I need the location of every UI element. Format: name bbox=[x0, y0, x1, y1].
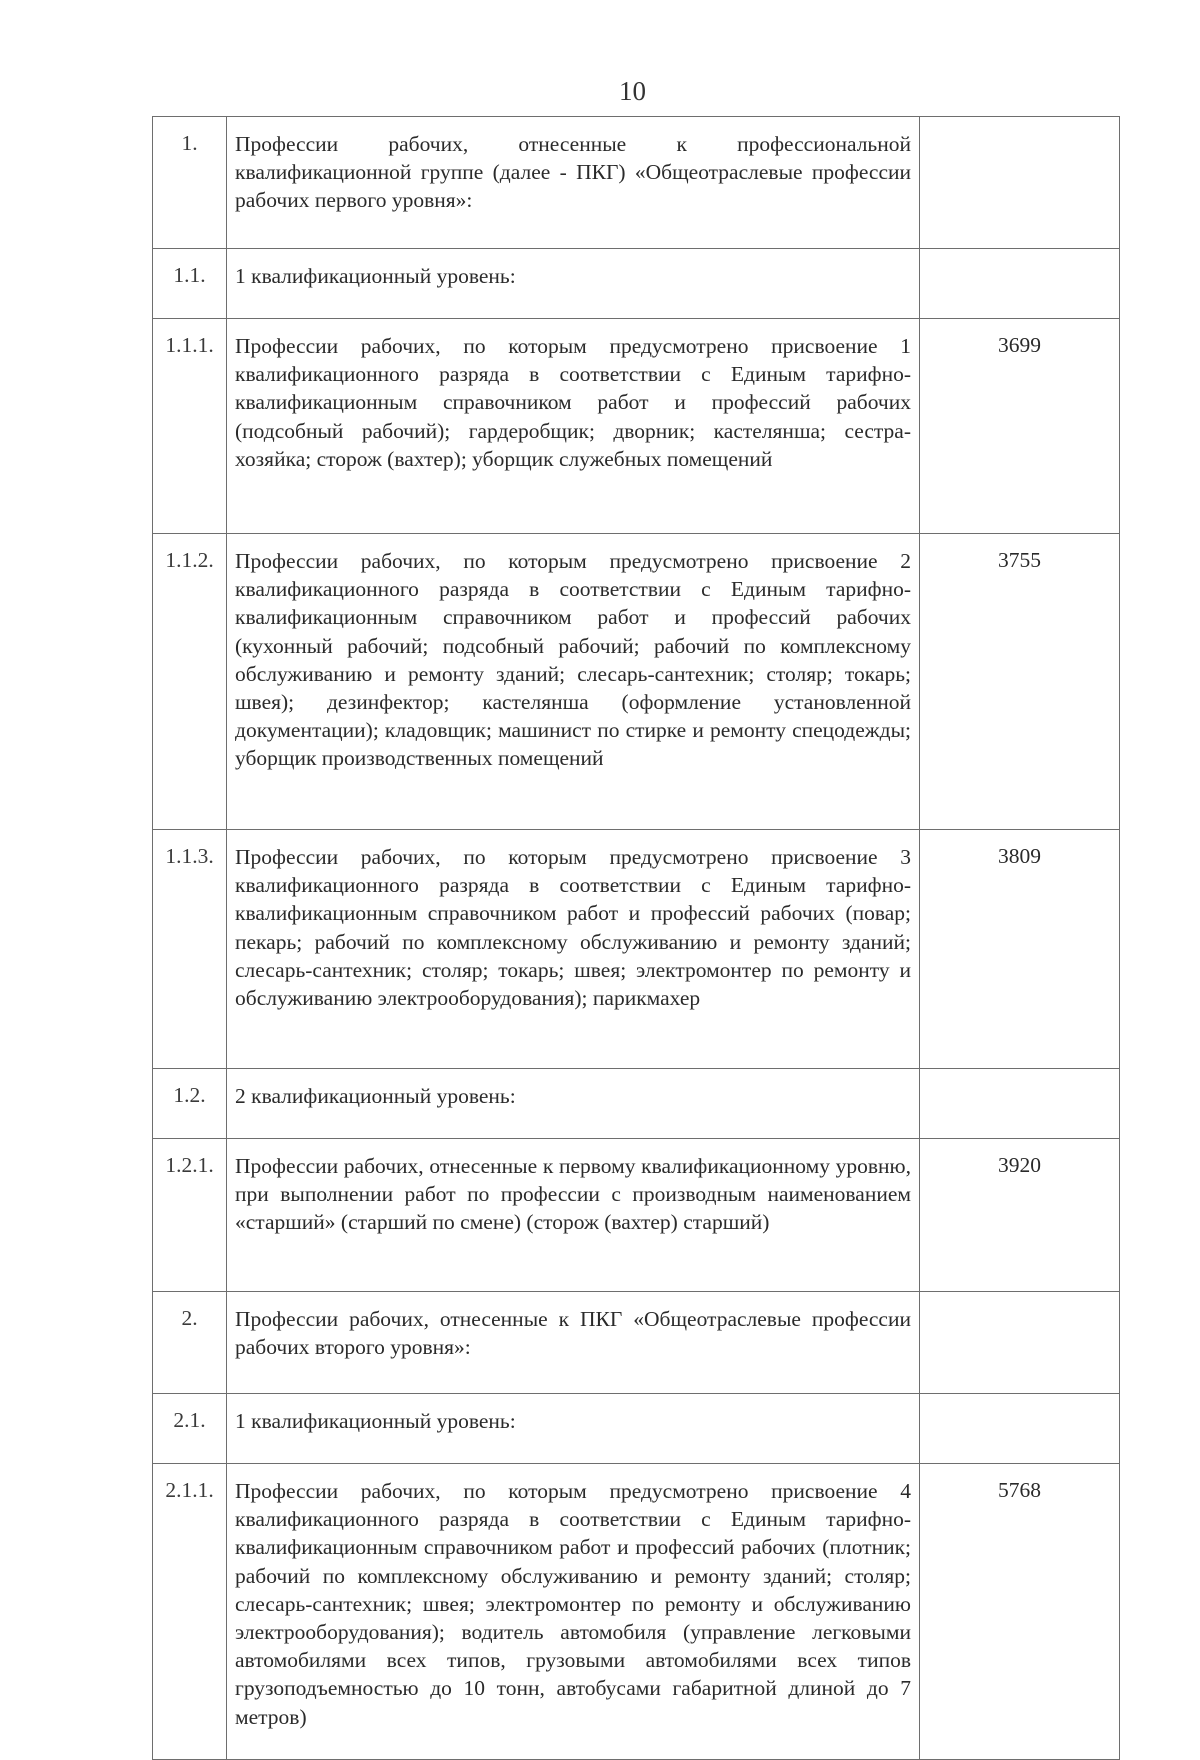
table-row bbox=[153, 830, 1120, 1069]
row-amount bbox=[920, 117, 1120, 249]
row-number: 1.1.3. bbox=[153, 830, 227, 1069]
row-description: Профессии рабочих, по которым предусмотрено присвоение 4 квалификационного разряда в соответствии с Единым тарифно-квалификационным справочником работ и профессий рабочих (плотник; рабочий по комплексному обслуживанию и ремонту зданий; столяр; слесарь-сантехник; швея; электромонтер по ремонту и обслуживанию электрооборудования); водитель автомобиля (управление легковыми автомобилями всех типов, грузовыми автомобилями всех типов грузоподъемностью до 10 тонн, автобусами габаритной длиной до 7 метров) bbox=[227, 1464, 920, 1760]
row-amount bbox=[920, 1069, 1120, 1139]
row-amount bbox=[920, 1394, 1120, 1464]
row-description: Профессии рабочих, по которым предусмотрено присвоение 3 квалификационного разряда в соответствии с Единым тарифно-квалификационным справочником работ и профессий рабочих (повар; пекарь; рабочий по комплексному обслуживанию и ремонту зданий; слесарь-сантехник; столяр; токарь; швея; электромонтер по ремонту и обслуживанию электрооборудования); парикмахер bbox=[227, 830, 920, 1069]
table-row bbox=[153, 1394, 1120, 1464]
row-number: 2.1.1. bbox=[153, 1464, 227, 1760]
row-amount bbox=[920, 249, 1120, 319]
row-number: 1.2. bbox=[153, 1069, 227, 1139]
row-description: 2 квалификационный уровень: bbox=[227, 1069, 920, 1139]
row-amount bbox=[920, 1292, 1120, 1394]
row-number: 1.1.1. bbox=[153, 319, 227, 534]
page-number: 10 bbox=[619, 76, 646, 106]
row-description: Профессии рабочих, отнесенные к первому квалификационному уровню, при выполнении работ по профессии с производным наименованием «старший» (старший по смене) (сторож (вахтер) старший) bbox=[227, 1139, 920, 1292]
row-description: Профессии рабочих, по которым предусмотрено присвоение 2 квалификационного разряда в соответствии с Единым тарифно-квалификационным справочником работ и профессий рабочих (кухонный рабочий; подсобный рабочий; рабочий по комплексному обслуживанию и ремонту зданий; слесарь-сантехник; столяр; токарь; швея); дезинфектор; кастелянша (оформление установленной документации); кладовщик; машинист по стирке и ремонту спецодежды; уборщик производственных помещений bbox=[227, 534, 920, 830]
row-description: Профессии рабочих, отнесенные к ПКГ «Общеотраслевые профессии рабочих второго уровня»: bbox=[227, 1292, 920, 1394]
table-row bbox=[153, 1139, 1120, 1292]
row-number: 1.2.1. bbox=[153, 1139, 227, 1292]
table-row bbox=[153, 1292, 1120, 1394]
table-row bbox=[153, 534, 1120, 830]
row-description: Профессии рабочих, по которым предусмотрено присвоение 1 квалификационного разряда в соответствии с Единым тарифно-квалификационным справочником работ и профессий рабочих (подсобный рабочий); гардеробщик; дворник; кастелянша; сестра-хозяйка; сторож (вахтер); уборщик служебных помещений bbox=[227, 319, 920, 534]
salary-table bbox=[152, 116, 1120, 1760]
row-description: Профессии рабочих, отнесенные к профессиональной квалификационной группе (далее - ПКГ) «Общеотраслевые профессии рабочих первого уровня»: bbox=[227, 117, 920, 249]
row-amount: 3755 bbox=[920, 534, 1120, 830]
row-number: 1. bbox=[153, 117, 227, 249]
table-row bbox=[153, 319, 1120, 534]
table-row bbox=[153, 1464, 1120, 1760]
table-row bbox=[153, 1069, 1120, 1139]
row-number: 2.1. bbox=[153, 1394, 227, 1464]
row-amount: 3699 bbox=[920, 319, 1120, 534]
row-description: 1 квалификационный уровень: bbox=[227, 1394, 920, 1464]
row-description: 1 квалификационный уровень: bbox=[227, 249, 920, 319]
row-amount: 3809 bbox=[920, 830, 1120, 1069]
row-number: 1.1. bbox=[153, 249, 227, 319]
row-amount: 3920 bbox=[920, 1139, 1120, 1292]
row-number: 2. bbox=[153, 1292, 227, 1394]
row-number: 1.1.2. bbox=[153, 534, 227, 830]
row-amount: 5768 bbox=[920, 1464, 1120, 1760]
table-row bbox=[153, 249, 1120, 319]
table-row bbox=[153, 117, 1120, 249]
